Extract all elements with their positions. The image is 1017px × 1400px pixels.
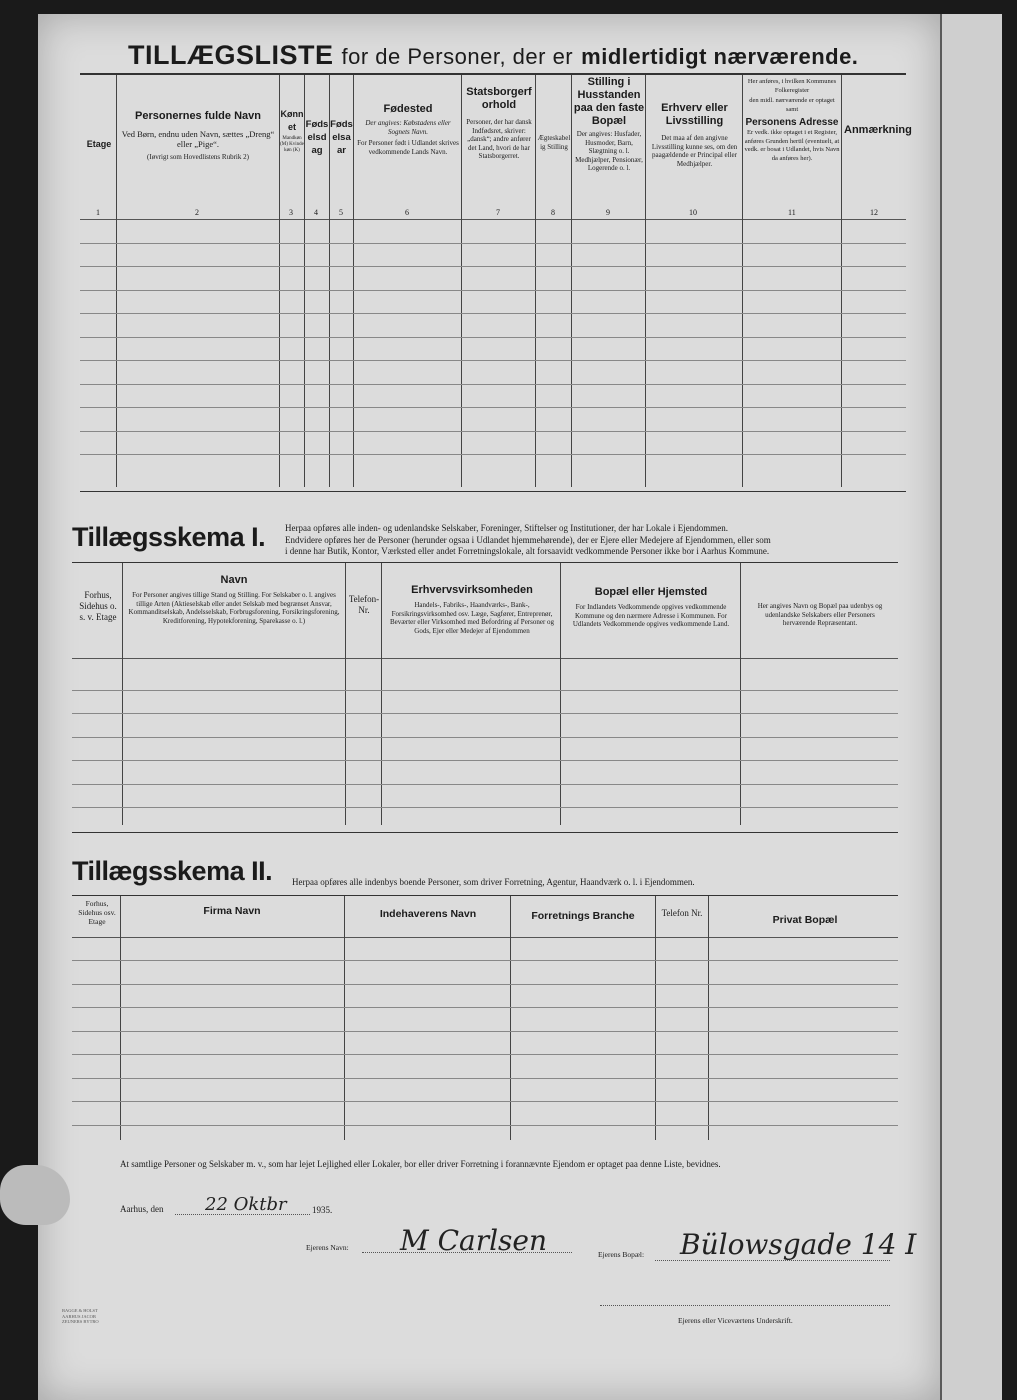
col-navn: Personernes fulde Navn Ved Børn, endnu uden Navn, sættes „Dreng“ eller „Pige“. (Iøvrigt som Hovedlistens Rubrik 2) — [121, 110, 275, 161]
t2-row-line — [72, 760, 898, 761]
col-number: 2 — [195, 208, 199, 217]
t1-col-line — [353, 75, 354, 487]
skema2-title: Tillægsskema II. — [72, 856, 273, 886]
skema2-description: Herpaa opføres alle indenbys boende Personer, som driver Forretning, Agentur, Haandværk o. l. i Ejendommen. — [292, 877, 695, 887]
col-stilling-husstand: Stilling i Husstanden paa den faste Bopæl Der angives: Husfader, Husmoder, Barn, Slægtning o. l. Medhjælper, Pensionær, Logerende o. l. — [573, 76, 645, 172]
owner-address-label: Ejerens Bopæl: — [598, 1250, 645, 1259]
t2-col-line — [560, 563, 561, 825]
col-number: 12 — [870, 208, 878, 217]
t1-col-line — [461, 75, 462, 487]
t1-col-line — [571, 75, 572, 487]
table2-bottom-rule — [72, 832, 898, 833]
s2-col-indehaver: Indehaverens Navn — [379, 908, 477, 920]
t3-col-line — [510, 896, 511, 1140]
t2-row-line — [72, 737, 898, 738]
table3-top-rule — [72, 895, 898, 896]
s1-col-etage: Forhus, Sidehus o. s. v. Etage — [79, 590, 117, 622]
t1-row-line — [80, 290, 906, 291]
t2-col-line — [381, 563, 382, 825]
s2-col-branche: Forretnings Branche — [531, 910, 635, 922]
s2-col-privat-bopael: Privat Bopæl — [772, 914, 838, 926]
col-number: 4 — [314, 208, 318, 217]
table3-header-rule — [72, 937, 898, 938]
s1-col-telefon: Telefon-Nr. — [348, 594, 380, 615]
title-bold: TILLÆGSLISTE — [128, 40, 334, 70]
date-handwritten: 22 Oktbr — [205, 1194, 287, 1215]
binding-strip — [940, 14, 1002, 1400]
col-number: 3 — [289, 208, 293, 217]
main-title — [128, 40, 858, 71]
t1-row-line — [80, 266, 906, 267]
t3-col-line — [120, 896, 121, 1140]
signature-label: Ejerens eller Viceværtens Underskrift. — [678, 1316, 793, 1325]
t3-row-line — [72, 1101, 898, 1102]
t1-col-line — [645, 75, 646, 487]
t1-col-line — [116, 75, 117, 487]
t3-row-line — [72, 1031, 898, 1032]
table2-top-rule — [72, 562, 898, 563]
signature-line — [600, 1305, 890, 1306]
col-number: 6 — [405, 208, 409, 217]
col-number: 7 — [496, 208, 500, 217]
t1-row-line — [80, 337, 906, 338]
t2-row-line — [72, 784, 898, 785]
owner-name: M Carlsen — [400, 1224, 547, 1257]
s2-col-etage: Forhus, Sidehus osv. Etage — [78, 899, 116, 926]
table2-header-rule — [72, 658, 898, 659]
s1-col-navn: Navn For Personer angives tillige Stand og Stilling. For Selskaber o. l. angives tillige Arten (Aktieselskab eller andet Selskab med begrænset Ansvar, Kommanditselskab, Andelsselskab, Forbrugsforening, Forsikringsforening, Kreditforening, Hypotekforening, Sparekasse o. l.) — [128, 574, 340, 625]
t3-row-line — [72, 1125, 898, 1126]
t1-row-line — [80, 454, 906, 455]
place-label: Aarhus, den — [120, 1204, 164, 1214]
printer-imprint: BAGGE & HOLST AARHUS JACOB ZEUNERS BYTRO — [62, 1308, 99, 1324]
skema1-description: Herpaa opføres alle inden- og udenlandske Selskaber, Foreninger, Stiftelser og Institutioner, der har Lokale i Ejendommen. Endvidere opføres her de Personer (herunder ogsaa i Udlandet hjemmehørende), der er Ejere eller Medejere af Ejendommen, eller som i denne har Butik, Kontor, Værksted eller andet Forretningslokale, alt forsaavidt vedkommende Personer ikke bor i Aarhus Kommune. — [285, 523, 771, 556]
t2-row-line — [72, 713, 898, 714]
col-number: 8 — [551, 208, 555, 217]
s2-col-firma: Firma Navn — [203, 905, 261, 917]
table1-bottom-rule — [80, 491, 906, 492]
t1-col-line — [742, 75, 743, 487]
t1-row-line — [80, 431, 906, 432]
t2-row-line — [72, 807, 898, 808]
t3-col-line — [344, 896, 345, 1140]
t2-col-line — [122, 563, 123, 825]
col-number: 9 — [606, 208, 610, 217]
declaration-text: At samtlige Personer og Selskaber m. v., som har lejet Lejlighed eller Lokaler, bor eller driver Forretning i forannævnte Ejendom er optaget paa denne Liste, bevidnes. — [120, 1159, 721, 1169]
owner-address: Bülowsgade 14 I — [680, 1228, 917, 1261]
col-number: 11 — [788, 208, 796, 217]
owner-name-label: Ejerens Navn: — [306, 1243, 349, 1252]
t3-row-line — [72, 984, 898, 985]
col-statsborger: Statsborgerforhold Personer, der har dansk Indfødsret, skriver: „dansk“; andre anfører det Land, hvori de har Statsborgerret. — [466, 86, 532, 160]
col-foedselsdag: Fødselsdag — [305, 119, 329, 156]
col-etage: Etage — [86, 139, 112, 149]
s1-col-bopael: Bopæl eller Hjemsted For Indlandets Vedkommende opgives vedkommende Kommune og den nærmere Adresse i Kommunen. For Udlandets Vedkommende opgives vedkommende Land. — [572, 586, 730, 628]
t3-row-line — [72, 1007, 898, 1008]
col-number: 10 — [689, 208, 697, 217]
t3-row-line — [72, 1054, 898, 1055]
t2-col-line — [345, 563, 346, 825]
t1-row-line — [80, 384, 906, 385]
t3-row-line — [72, 960, 898, 961]
col-erhverv: Erhverv eller Livsstilling Det maa af den angivne Livsstilling kunne ses, om den paagældende er Principal eller Medhjælper. — [651, 102, 738, 168]
col-anmaerkning: Anmærkning — [844, 124, 912, 136]
s1-col-repraesentant: Her angives Navn og Bopæl paa udenbys og udenlandske Selskabers eller Personers herværende Repræsentant. — [757, 602, 883, 627]
table1-top-rule — [80, 73, 906, 75]
col-foedselsaar: Fødselsaar — [330, 119, 353, 156]
t3-col-line — [655, 896, 656, 1140]
col-number: 1 — [96, 208, 100, 217]
col-foedested: Fødested Der angives: Købstadens eller Sognets Navn. For Personer født i Udlandet skrives vedkommende Lands Navn. — [357, 103, 459, 156]
t1-row-line — [80, 407, 906, 408]
s2-col-telefon: Telefon Nr. — [661, 908, 703, 918]
form-sheet — [38, 14, 940, 1400]
col-folkeregister: Her anføres, i hvilken Kommunes Folkeregister den midl. nærværende er optaget samt Personens Adresse Er vedk. ikke optaget i et Register, anføres Grunden hertil (eventuelt, at vedk. er bosat i Udlandet, hvis Navn da anføres her). — [744, 78, 840, 162]
t3-col-line — [708, 896, 709, 1140]
t2-row-line — [72, 690, 898, 691]
col-aegteskabelig: Ægteskabelig Stilling — [537, 134, 571, 151]
year: 1935. — [312, 1205, 333, 1215]
s1-col-erhverv: Erhvervsvirksomheden Handels-, Fabriks-, Haandværks-, Bank-, Forsikringsvirksomhed osv. Læge, Sagfører, Entreprenør, Beværter eller Virksomhed med Befordring af Personer og Gods, Ejer eller Medejer af Ejendommen — [389, 584, 555, 635]
col-koennet: Kønnet Mandkøn (M) Kvindekøn (K) — [280, 109, 304, 153]
t1-row-line — [80, 360, 906, 361]
t1-col-line — [841, 75, 842, 487]
t1-row-line — [80, 243, 906, 244]
t1-row-line — [80, 313, 906, 314]
title-end: midlertidigt nærværende. — [581, 44, 859, 69]
t2-col-line — [740, 563, 741, 825]
t1-col-line — [535, 75, 536, 487]
col-number: 5 — [339, 208, 343, 217]
skema1-title: Tillægsskema I. — [72, 522, 266, 552]
title-mid: for de Personer, der er — [341, 44, 574, 69]
binder-clip — [0, 1165, 70, 1225]
table1-header-rule — [80, 219, 906, 220]
t3-row-line — [72, 1078, 898, 1079]
